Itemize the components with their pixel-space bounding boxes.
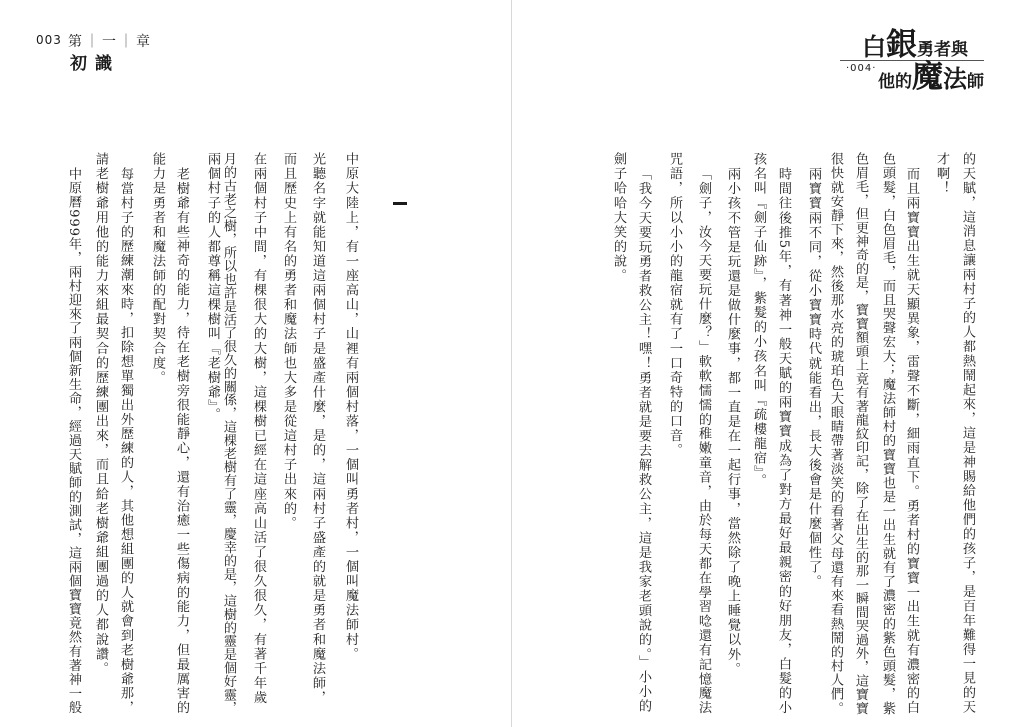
text-column: 每當村子的歷練潮來時，扣除想單獨出外歷練的人，其他想組團的人就會到老樹爺那， — [118, 167, 133, 715]
text-column: 兩小孩不管是玩還是做什麼事，都一直是在一起行事，當然除了晚上睡覺以外。 — [725, 167, 740, 677]
title-glyph: 魔 — [912, 59, 943, 95]
title-glyph: 師 — [967, 72, 984, 92]
page-number: 003 — [36, 33, 62, 47]
text-column: 很快就安靜下來，然後那水亮的琥珀色大眼睛帶著淡笑的看著父母還有來看熱鬧的村人們。 — [828, 152, 843, 716]
text-column: 才啊！ — [934, 152, 949, 196]
text-column: 孩名叫『劍子仙跡』，紫髮的小孩名叫『疏樓龍宿』。 — [751, 152, 766, 488]
text-column: 劍子哈哈大笑的說。 — [611, 152, 626, 283]
text-column: 中原大陸上，有一座高山，山裡有兩個村落，一個叫勇者村，一個叫魔法師村。 — [343, 152, 358, 662]
title-glyph: 白 — [862, 32, 886, 61]
section-break-mark — [393, 202, 407, 205]
text-column: 中原曆999年，兩村迎來了兩個新生命，經過天賦師的測試，這兩個寶寶竟然有著神一般 — [66, 167, 81, 715]
right-page — [512, 0, 1024, 727]
text-column: 在兩個村子中間，有棵很大的大樹，這棵樹已經在這座高山活了很久很久，有著千年歲 — [251, 152, 266, 705]
text-column: 的天賦，這消息讓兩村子的人都熱鬧起來，這是神賜給他們的孩子，是百年難得一見的天 — [960, 152, 975, 715]
book-title-line-1 — [862, 27, 968, 63]
title-glyph: 他的 — [878, 72, 912, 92]
text-column: 「我今天要玩勇者救公主！嘿！勇者就是要去解救公主，這是我家老頭說的。」小小的 — [636, 167, 651, 714]
text-column: 能力是勇者和魔法師的配對契合度。 — [150, 152, 165, 385]
text-column: 時間往後推5年，有著神一般天賦的兩寶寶成為了對方最好最親密的好朋友，白髮的小 — [776, 167, 791, 716]
text-column: 月的古老之樹，所以也許是活了很久的關係，這棵老樹有了靈，慶幸的是，這樹的靈是個好靈， — [221, 152, 236, 715]
text-column: 色眉毛，但更神奇的是，寶寶額頭上竟有著龍紋印記，除了在出生的那一瞬間哭過外，這寶寶 — [853, 152, 868, 716]
text-column: 光聽名字就能知道這兩個村子是盛產什麼，是的，這兩村子盛產的就是勇者和魔法師， — [310, 152, 325, 705]
text-column: 兩個村子的人都尊稱這棵樹叫『老樹爺』。 — [205, 152, 220, 422]
text-column: 請老樹爺用他的能力來組最契合的歷練團出來，而且給老樹爺組團過的人都說讚。 — [93, 152, 108, 676]
text-column: 而且歷史上有名的勇者和魔法師也大多是從這村子出來的。 — [281, 152, 296, 531]
text-column: 「劍子，汝今天要玩什麼？」軟軟懦懦的稚嫩童音，由於每天都在學習唸還有記憶魔法 — [696, 167, 711, 715]
text-column: 而且兩寶寶出生就天顯異象，雷聲不斷，細雨直下。勇者村的寶寶一出生就有濃密的白 — [904, 167, 919, 715]
text-column: 色頭髮，白色眉毛，而且哭聲宏大；魔法師村的寶寶也是一出生就有了濃密的紫色頭髮，紫 — [880, 152, 895, 716]
text-column: 兩寶寶兩不同，從小寶寶時代就能看出，長大後會是什麼個性了。 — [806, 167, 821, 589]
chapter-title: 初識 — [70, 54, 120, 74]
book-title-line-2 — [878, 59, 984, 95]
page-number: ·004· — [846, 63, 877, 74]
text-column: 咒語，所以小小的龍宿就有了一口奇特的口音。 — [667, 152, 682, 458]
title-glyph: 勇者與 — [917, 40, 968, 60]
text-column: 老樹爺有些神奇的能力，待在老樹旁很能靜心，還有治癒一些傷病的能力，但最厲害的 — [174, 167, 189, 715]
title-glyph: 銀 — [886, 27, 917, 63]
title-glyph: 法 — [943, 64, 967, 93]
chapter-label: 第｜一｜章 — [68, 34, 152, 50]
